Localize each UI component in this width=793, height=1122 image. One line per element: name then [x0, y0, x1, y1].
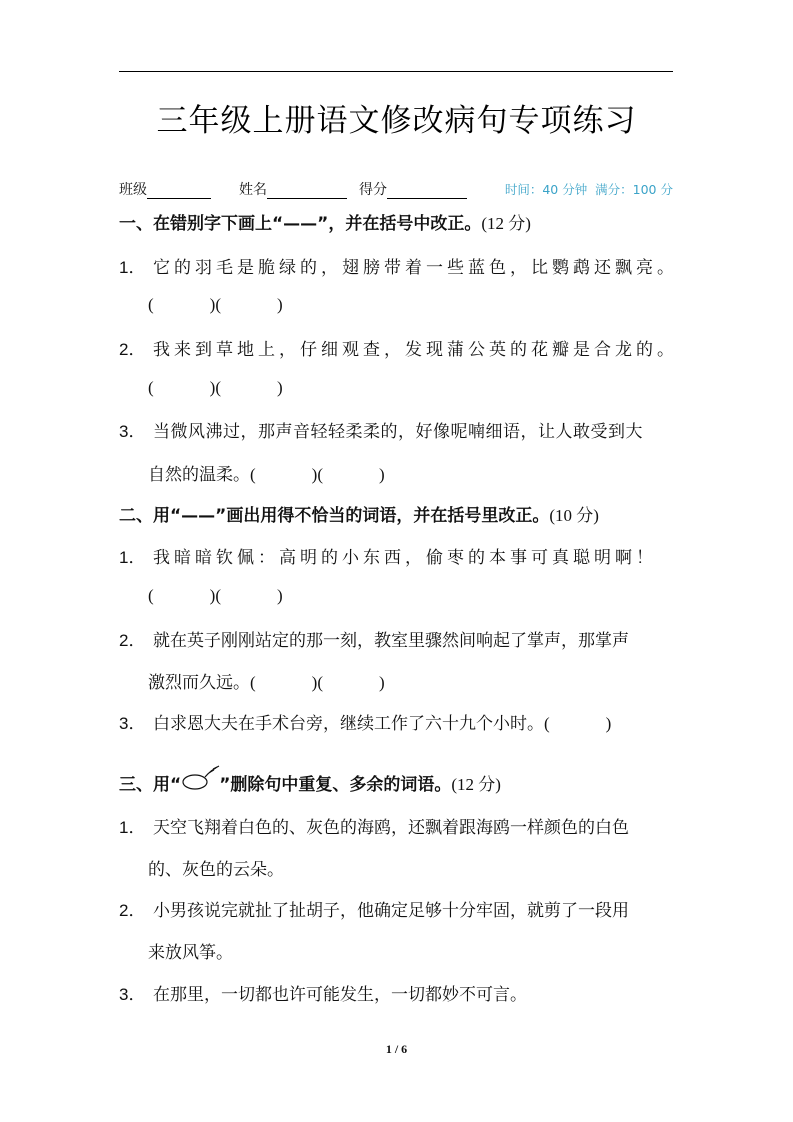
- name-label: 姓名: [239, 182, 267, 198]
- question-2-2-continued: [148, 668, 385, 693]
- section-points: (12 分): [481, 214, 531, 233]
- question-number: 3．: [119, 422, 146, 441]
- question-3-1: [119, 813, 629, 838]
- student-info-row: [119, 179, 673, 201]
- section-points: (12 分): [451, 775, 501, 794]
- question-number: 2．: [119, 901, 146, 920]
- deletion-mark-icon: [181, 774, 219, 792]
- question-1-3: [119, 417, 643, 442]
- page-number: 1 / 6: [385, 1042, 408, 1056]
- answer-slots[interactable]: ( )( ): [148, 295, 283, 314]
- question-number: 2．: [119, 340, 146, 359]
- question-text: 在那里，一切都也许可能发生，一切都妙不可言。: [153, 985, 527, 1005]
- score-label: 得分: [359, 182, 387, 198]
- section-heading-text: 三、用“: [119, 775, 182, 795]
- section-3-heading: [119, 770, 501, 795]
- score-blank[interactable]: [387, 183, 467, 199]
- page-title: 三年级上册语文修改病句专项练习: [156, 103, 637, 139]
- answer-slots[interactable]: ( ): [544, 714, 612, 733]
- question-text: 来放风筝。: [148, 943, 233, 963]
- name-field[interactable]: [239, 179, 347, 199]
- answer-slots[interactable]: ( )( ): [148, 586, 283, 605]
- question-3-1-continued: [148, 855, 284, 880]
- question-2-3: [119, 709, 611, 734]
- section-heading-text: 一、在错别字下画上“——”，并在括号中改正。: [119, 214, 482, 234]
- question-text: 自然的温柔。: [148, 465, 250, 485]
- question-2-1: [119, 543, 657, 568]
- class-label: 班级: [119, 182, 147, 198]
- question-number: 3．: [119, 985, 146, 1004]
- question-number: 1．: [119, 818, 146, 837]
- name-blank[interactable]: [267, 183, 347, 199]
- class-field[interactable]: [119, 179, 211, 199]
- section-1-heading: [119, 209, 531, 234]
- time-limit: 时间：40 分钟: [504, 182, 588, 197]
- question-number: 3．: [119, 714, 146, 733]
- question-text: 激烈而久远。: [148, 673, 250, 693]
- answer-slots[interactable]: ( )( ): [250, 465, 385, 484]
- question-text: 当微风沸过，那声音轻轻柔柔的，好像呢喃细语，让人敢受到大: [153, 422, 643, 442]
- question-number: 1．: [119, 548, 146, 567]
- class-blank[interactable]: [147, 183, 211, 199]
- question-number: 2．: [119, 631, 146, 650]
- question-text: 我来到草地上，仔细观查，发现蒲公英的花瓣是合龙的。: [153, 340, 678, 360]
- question-number: 1．: [119, 258, 146, 277]
- header-rule: [119, 71, 673, 72]
- section-heading-text: 二、用“——”画出用得不恰当的词语，并在括号里改正。: [119, 506, 550, 526]
- question-text: 就在英子刚刚站定的那一刻，教室里骤然间响起了掌声，那掌声: [153, 631, 629, 651]
- question-text: 天空飞翔着白色的、灰色的海鸥，还飘着跟海鸥一样颜色的白色: [153, 818, 629, 838]
- question-3-2: [119, 896, 629, 921]
- section-2-heading: [119, 501, 599, 526]
- question-3-3: [119, 980, 527, 1005]
- question-2-2: [119, 626, 629, 651]
- section-points: (10 分): [549, 506, 599, 525]
- answer-slots[interactable]: ( )( ): [148, 378, 283, 397]
- question-text: 白求恩大夫在手术台旁，继续工作了六十九个小时。: [153, 714, 544, 734]
- exam-meta: [505, 180, 673, 198]
- answer-slots[interactable]: ( )( ): [250, 673, 385, 692]
- question-1-1: [119, 253, 678, 278]
- score-field[interactable]: [359, 179, 467, 199]
- question-3-2-continued: [148, 938, 233, 963]
- question-text: 它的羽毛是脆绿的，翅膀带着一些蓝色，比鹦鹉还飘亮。: [153, 258, 678, 278]
- question-1-2: [119, 335, 678, 360]
- full-score: 满分：100 分: [595, 182, 673, 197]
- question-text: 的、灰色的云朵。: [148, 860, 284, 880]
- question-text: 我暗暗钦佩：高明的小东西，偷枣的本事可真聪明啊！: [153, 548, 657, 568]
- question-1-3-continued: [148, 460, 385, 485]
- question-text: 小男孩说完就扯了扯胡子，他确定足够十分牢固，就剪了一段用: [153, 901, 629, 921]
- section-heading-text: ”删除句中重复、多余的词语。: [219, 775, 452, 795]
